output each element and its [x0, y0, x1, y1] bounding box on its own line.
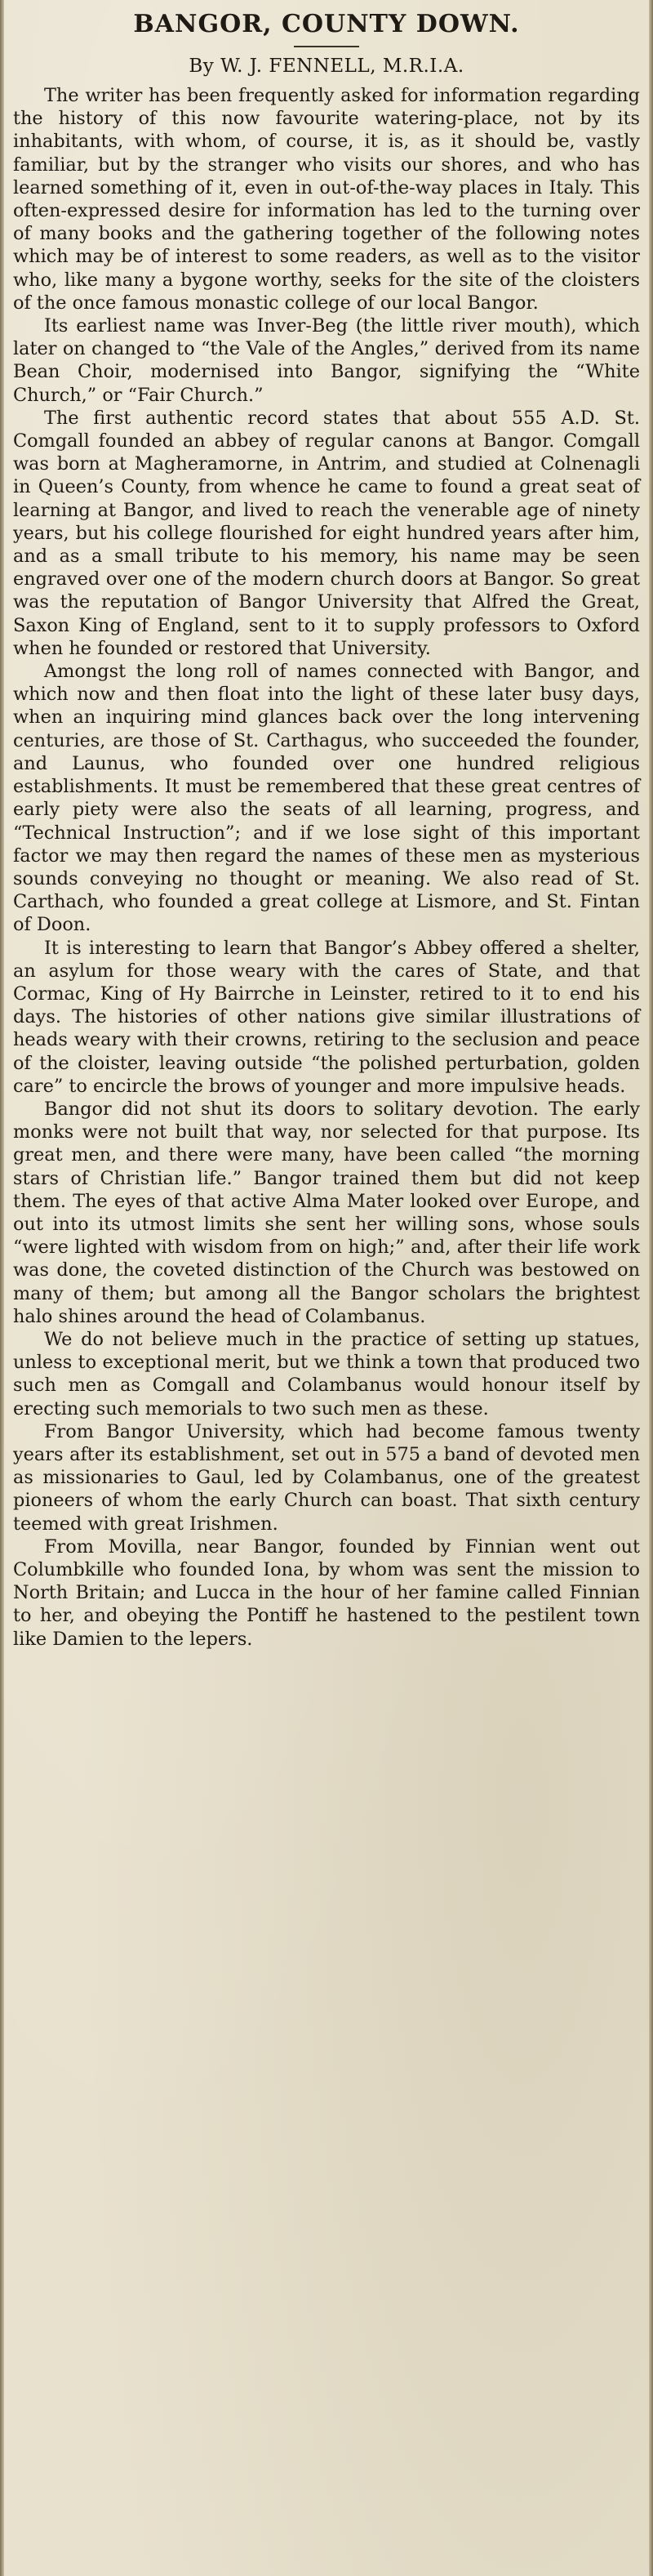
clipping-right-edge [649, 0, 653, 2576]
article-byline: By W. J. FENNELL, M.R.I.A. [189, 56, 464, 77]
paragraph: The writer has been frequently asked for information regarding the history of this now favourite watering-place, not by its inhabitants, with whom, of course, it is, as it should be, vastly familiar, but by the stranger who visits our shores, and who has learned something of it, even in out-of-the-way places in Italy. This often-expressed desire for information has led to the turning over of many books and the gathering together of the following notes which may be of interest to some readers, as well as to the visitor who, like many a bygone worthy, seeks for the site of the cloisters of the once famous monastic college of our local Bangor. [13, 85, 640, 314]
headline-rule [294, 46, 359, 47]
article-headline: BANGOR, COUNTY DOWN. [133, 10, 520, 38]
paragraph: From Bangor University, which had become famous twenty years after its establishment, set out in 575 a band of devoted men as missionaries to Gaul, led by Colambanus, one of the greatest pioneers of whom the early Church can boast. That sixth century teemed with great Irishmen. [13, 1420, 640, 1535]
paragraph: We do not believe much in the practice of setting up statues, unless to exceptional merit, but we think a town that produced two such men as Comgall and Colambanus would honour itself by erecting such memorials to two such men as these. [13, 1328, 640, 1419]
paragraph: It is interesting to learn that Bangor’s Abbey offered a shelter, an asylum for those weary with the cares of State, and that Cormac, King of Hy Bairrche in Leinster, retired to it to end his days. The histories of other nations give similar illustrations of heads weary with their crowns, retiring to the seclusion and peace of the cloister, leaving outside “the polished perturbation, golden care” to encircle the brows of younger and more impulsive heads. [13, 937, 640, 1097]
article-body [13, 84, 640, 1651]
clipping-left-edge [0, 0, 4, 2576]
paragraph: From Movilla, near Bangor, founded by Finnian went out Columbkille who founded Iona, by whom was sent the mission to North Britain; and Lucca in the hour of her famine called Finnian to her, and obeying the Pontiff he hastened to the pestilent town like Damien to the lepers. [13, 1535, 640, 1650]
paragraph: The first authentic record states that about 555 A.D. St. Comgall founded an abbey of regular canons at Bangor. Comgall was born at Magheramorne, in Antrim, and studied at Colnenagli in Queen’s County, from whence he came to found a great seat of learning at Bangor, and lived to reach the venerable age of ninety years, but his college flourished for eight hundred years after him, and as a small tribute to his memory, his name may be seen engraved over one of the modern church doors at Bangor. So great was the reputation of Bangor University that Alfred the Great, Saxon King of England, sent to it to supply professors to Oxford when he founded or restored that University. [13, 407, 640, 659]
paragraph: Amongst the long roll of names connected with Bangor, and which now and then float into the light of these later busy days, when an inquiring mind glances back over the long intervening centuries, are those of St. Carthagus, who succeeded the founder, and Launus, who founded over one hundred religious establishments. It must be remembered that these great centres of early piety were also the seats of all learning, progress, and “Technical Instruction”; and if we lose sight of this important factor we may then regard the names of these men as mysterious sounds conveying no thought or meaning. We also read of St. Carthach, who founded a great college at Lismore, and St. Fintan of Doon. [13, 661, 640, 936]
paragraph: Its earliest name was Inver-Beg (the little river mouth), which later on changed to “the Vale of the Angles,” derived from its name Bean Choir, modernised into Bangor, signifying the “White Church,” or “Fair Church.” [13, 315, 640, 406]
paragraph: Bangor did not shut its doors to solitary devotion. The early monks were not built that way, nor selected for that purpose. Its great men, and there were many, have been called “the morning stars of Christian life.” Bangor trained them but did not keep them. The eyes of that active Alma Mater looked over Europe, and out into its utmost limits she sent her willing sons, whose souls “were lighted with wisdom from on high;” and, after their life work was done, the coveted distinction of the Church was bestowed on many of them; but among all the Bangor scholars the brightest halo shines around the head of Colambanus. [13, 1098, 640, 1327]
